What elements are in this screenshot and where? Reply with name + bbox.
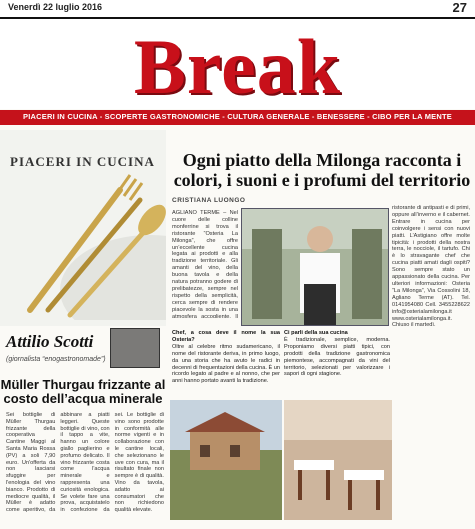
answer-2: È tradizionale, semplice, moderna. Proponiamo diversi piatti tipici, con prodotti della tradizione gastronomica piemontese, accompagnati da vini del territorio, selezionati per valorizzare i sapori di ogni stagione. (284, 336, 390, 378)
dining-room-photo (284, 400, 392, 520)
author-photo (110, 328, 160, 368)
question-2: Ci parli della sua cucina (284, 330, 348, 336)
page-header (0, 0, 475, 17)
byline: CRISTIANA LUONGO (172, 197, 246, 204)
restaurant-exterior-photo (170, 400, 282, 520)
page-number: 27 (452, 0, 467, 15)
answer-1: Oltre al celebre ritmo sudamericano, il nome del ristorante deriva, in primo luogo, da una storia che ha avuto le radici in decenni di frequentazioni della cucina. È un ricordo legato al padre e al nonno, che per anni hanno portato avanti la tradizione. (172, 343, 280, 385)
main-headline: Ogni piatto della Milonga racconta i colori, i suoni e i profumi del territorio (173, 150, 471, 190)
issue-date: Venerdì 22 luglio 2016 (8, 2, 103, 12)
question-1: Chef, a cosa deve il nome la sua Osteria? (172, 330, 280, 343)
chef-photo (241, 208, 389, 326)
author-box (0, 326, 166, 374)
cutlery-illustration (0, 170, 166, 320)
author-role: (giornalista “enogastronomade”) (6, 356, 106, 363)
side-headline: Müller Thurgau frizzante al costo dell’acqua minerale (0, 377, 166, 406)
author-signature: Attilio Scotti (6, 332, 94, 351)
masthead (0, 19, 475, 109)
masthead-title: Break (133, 23, 342, 110)
piaceri-in-cucina-panel (0, 130, 166, 326)
qa-block-1 (172, 330, 280, 385)
panel-label: PIACERI IN CUCINA (10, 154, 155, 169)
section-bar-text: PIACERI IN CUCINA - SCOPERTE GASTRONOMICHE - CULTURA GENERALE - BENESSERE - CIBO PER LA MENTE (23, 112, 452, 121)
qa-block-2 (284, 330, 390, 378)
bottom-margin (0, 522, 475, 529)
article-column-4: ristorante di antipasti e di primi, oppure all’inverno e il cabernet. Entrare in cucina per coinvolgere i sensi con nuovi piatti. L’Astigiano offre molte tipicità: i prodotti della nostra terra, le nocciole, il tartufo. Chi è lo stravagante chef che cucina piatti amati dagli ospiti? Sono sempre stato un appassionato della cucina. Per ulteriori informazioni: Osteria “La Milonga”, Via Cossolini 18, Agliano Terme (AT). Tel. 0141954080 Cell. 3455228622 info@osterialamilonga.it www.osterialamilonga.it. Chiuso il martedì. (392, 205, 470, 329)
side-article-body: Sei bottiglie di Müller Thurgau frizzante della cooperativa Cantine Maggi al Santa Maria Rossa (PV) a soli 7,90 euro. Un'offerta da non lasciarsi sfuggire per l'enologia del vino bianco. Prodotto di mediocre qualità, il Müller è adatto come aperitivo, da abbinare a piatti leggeri. Queste bottiglie di vino, con il tappo a vite, hanno un colore giallo paglierino e profumo delicato. Il vino frizzante costa come l'acqua minerale e rappresenta una curiosità enologica. Se volete fare una prova, acquistatelo in confezione da sei. Le bottiglie di vino sono prodotte in conformità alle norme vigenti e in collaborazione con le cantine locali, che selezionano le uve con cura, ma il risultato finale non sempre è di qualità. Vino da tavola, adatto ai consumatori che non richiedono qualità elevate. (6, 412, 164, 514)
article-column-1: AGLIANO TERME – Nel cuore delle colline monferrine si trova il ristorante “Osteria La Milonga”, che offre un’eccellente cucina legata ai prodotti e alla tradizione territoriale. Gli amanti del vino, della buona tavola e della natura potranno godere di prelibatezze, sempre nel rispetto della semplicità, cerca sempre di rendere piacevole la sosta in una atmosfera accogliente. Il (172, 210, 238, 318)
section-bar (0, 110, 475, 125)
